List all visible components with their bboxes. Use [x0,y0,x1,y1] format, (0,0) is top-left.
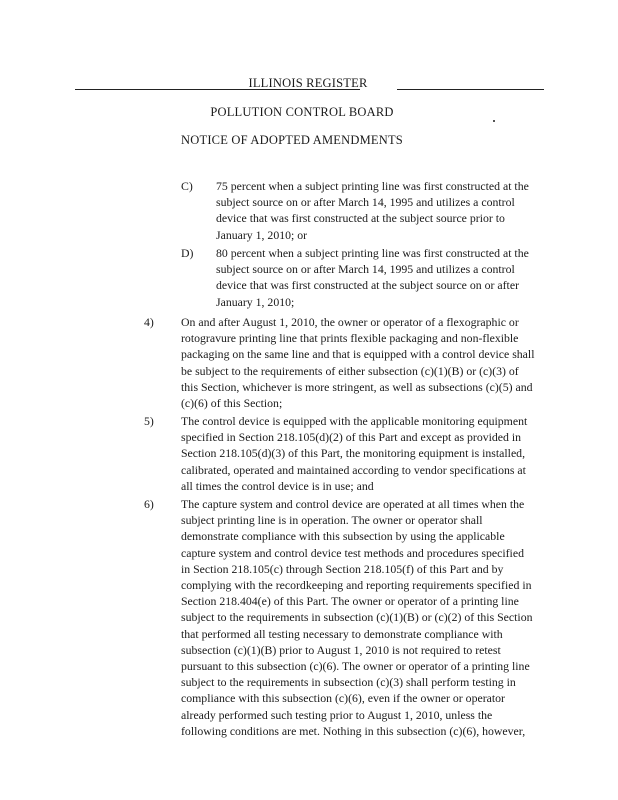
board-title: POLLUTION CONTROL BOARD [210,105,394,119]
text-line: 75 percent when a subject printing line was first constructed at the [216,179,529,193]
item-text [181,496,551,739]
text-line: device that was first constructed at the subject source on or after [216,278,519,293]
text-line: The control device is equipped with the applicable monitoring equipment [181,414,528,428]
notice-title: NOTICE OF ADOPTED AMENDMENTS [181,133,403,147]
scan-speck [493,120,495,122]
text-line: specified in Section 218.105(d)(2) of this Part and except as provided in [181,430,522,445]
register-title: ILLINOIS REGISTER [248,76,368,90]
subitem-text [216,245,546,310]
text-line: (c)(6) of this Section; [181,396,283,411]
text-line: On and after August 1, 2010, the owner or operator of a flexographic or [181,315,519,329]
text-line: The capture system and control device are operated at all times when the [181,497,525,511]
text-line: already performed such testing prior to August 1, 2010, unless the [181,707,493,722]
text-line: in Section 218.105(c) through Section 218.105(f) of this Part and by [181,561,504,576]
subitem-text [216,178,546,243]
item-marker: 5) [144,414,154,428]
text-line: packaging on the same line and that is equipped with a control device shall [181,347,535,362]
text-line: device that was first constructed at the subject source prior to [216,211,505,226]
text-line: rotogravure printing line that prints flexible packaging and non-flexible [181,331,519,346]
item-marker: 6) [144,497,154,511]
item-text [181,314,551,411]
text-line: Section 218.404(e) of this Part. The owner or operator of a printing line [181,594,519,609]
text-line: subject to the requirements in subsection (c)(3) shall perform testing in [181,675,516,690]
text-line: subject source on or after March 14, 1995 and utilizes a control [216,262,515,277]
text-line: demonstrate compliance with this subsection by using the applicable [181,529,505,544]
text-line: following conditions are met. Nothing in this subsection (c)(6), however, [181,723,526,738]
text-line: Section 218.105(d)(3) of this Part, the monitoring equipment is installed, [181,446,526,461]
text-line: 80 percent when a subject printing line was first constructed at the [216,246,529,260]
text-line: complying with the recordkeeping and reporting requirements specified in [181,578,532,593]
text-line: this Section, whichever is more stringent, as well as subsections (c)(5) and [181,379,533,394]
text-line: that performed all testing necessary to demonstrate compliance with [181,626,503,641]
text-line: subsection (c)(1)(B) prior to August 1, 2010 is not required to retest [181,642,501,657]
text-line: pursuant to this subsection (c)(6). The owner or operator of a printing line [181,659,530,674]
text-line: all times the control device is in use; and [181,478,374,493]
text-line: compliance with this subsection (c)(6), even if the owner or operator [181,691,505,706]
text-line: subject printing line is in operation. The owner or operator shall [181,513,483,528]
subitem-marker: C) [181,179,193,193]
text-line: be subject to the requirements of either subsection (c)(1)(B) or (c)(3) of [181,363,519,378]
text-line: January 1, 2010; or [216,227,308,242]
item-text [181,413,551,494]
subitem-marker: D) [181,246,194,260]
text-line: subject to the requirements in subsection (c)(1)(B) or (c)(2) of this Section [181,610,533,625]
text-line: calibrated, operated and maintained according to vendor specifications at [181,462,526,477]
text-line: capture system and control device test methods and procedures specified [181,545,524,560]
text-line: subject source on or after March 14, 1995 and utilizes a control [216,195,515,210]
text-line: January 1, 2010; [216,294,295,309]
item-marker: 4) [144,315,154,329]
